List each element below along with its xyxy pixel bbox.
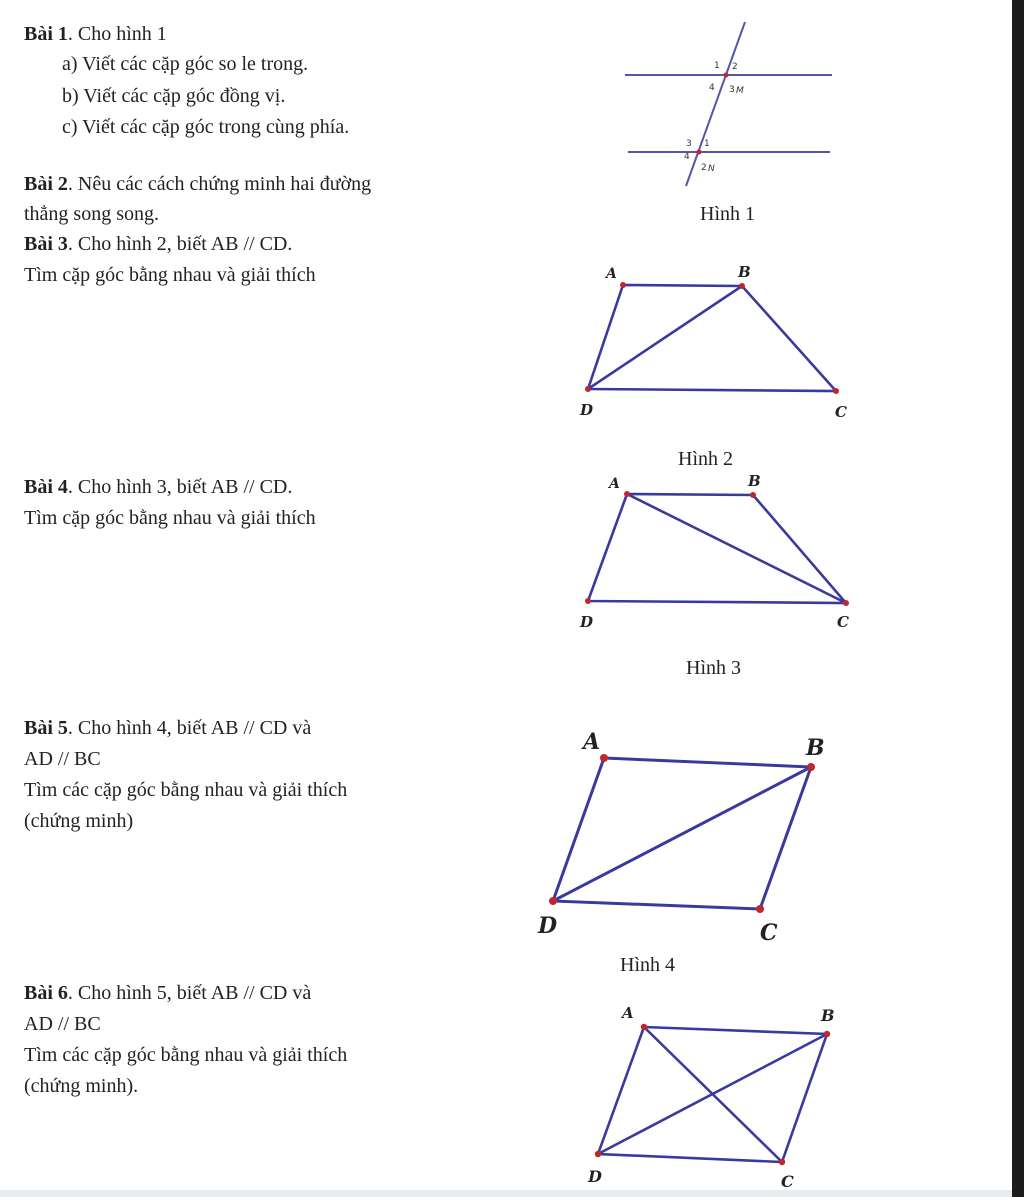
bai6-line4: (chứng minh).	[24, 1075, 139, 1097]
hinh2-point-A	[620, 282, 626, 288]
hinh1-angle-n2: 2	[701, 163, 707, 173]
hinh2-caption: Hình 2	[678, 448, 733, 470]
hinh1-angle-n3: 3	[686, 139, 692, 149]
bai5-line3: Tìm các cặp góc bằng nhau và giải thích	[24, 779, 348, 801]
window-edge	[1012, 0, 1024, 1197]
hinh1-angle-m3: 3	[729, 85, 735, 95]
hinh3-label-B: B	[748, 472, 761, 490]
bai5-line2: AD // BC	[24, 748, 101, 770]
hinh4-diagonal-BD	[553, 767, 811, 901]
bai1-title: Bài 1. Cho hình 1	[24, 23, 167, 45]
hinh2-label-B: B	[738, 263, 751, 281]
bai2-line2: thẳng song song.	[24, 203, 159, 225]
hinh4-point-A	[600, 754, 608, 762]
hinh2-label-C: C	[835, 403, 847, 421]
hinh4-label-A: A	[583, 729, 601, 755]
hinh5-figure	[587, 1004, 835, 1190]
hinh2-label-A: A	[606, 266, 617, 282]
hinh2-point-C	[833, 388, 839, 394]
hinh3-caption: Hình 3	[686, 657, 741, 679]
hinh5-label-B: B	[821, 1006, 835, 1025]
hinh3-quadrilateral	[588, 494, 846, 603]
bai6-line2: AD // BC	[24, 1013, 101, 1035]
hinh2-figure	[579, 263, 847, 421]
bai1-item-b: b) Viết các cặp góc đồng vị.	[62, 85, 286, 107]
hinh1-point-M	[724, 73, 729, 78]
hinh3-point-C	[843, 600, 849, 606]
hinh3-label-C: C	[837, 613, 849, 631]
hinh3-figure	[579, 472, 849, 631]
hinh5-point-C	[779, 1159, 785, 1165]
hinh3-point-D	[585, 598, 591, 604]
bai5-line1: Bài 5. Cho hình 4, biết AB // CD và	[24, 717, 312, 739]
hinh2-label-D: D	[580, 401, 594, 419]
hinh5-point-B	[824, 1031, 830, 1037]
hinh4-point-B	[807, 763, 815, 771]
hinh5-label-D: D	[588, 1167, 602, 1186]
hinh4-caption: Hình 4	[620, 954, 675, 976]
hinh5-point-D	[595, 1151, 601, 1157]
hinh1-angle-m2: 2	[732, 62, 738, 72]
bai6-line1: Bài 6. Cho hình 5, biết AB // CD và	[24, 982, 312, 1004]
hinh4-label-D: D	[538, 913, 558, 939]
hinh1-angle-n4: 4	[684, 152, 690, 162]
hinh2-quadrilateral	[588, 285, 836, 391]
hinh4-label-C: C	[760, 920, 778, 946]
hinh2-point-D	[585, 386, 591, 392]
hinh5-point-A	[641, 1024, 647, 1030]
hinh4-figure	[537, 729, 825, 946]
hinh4-label-B: B	[806, 735, 825, 761]
hinh3-point-A	[624, 491, 630, 497]
hinh1-angle-m4: 4	[709, 83, 715, 93]
bai1-item-c: c) Viết các cặp góc trong cùng phía.	[62, 116, 350, 138]
hinh1-transversal	[686, 22, 745, 186]
bai3-line1: Bài 3. Cho hình 2, biết AB // CD.	[24, 233, 293, 255]
hinh5-label-A: A	[622, 1004, 634, 1022]
hinh3-label-D: D	[580, 613, 594, 631]
hinh4-point-D	[549, 897, 557, 905]
bai4-line1: Bài 4. Cho hình 3, biết AB // CD.	[24, 476, 293, 498]
page-bottom-edge	[0, 1190, 1012, 1197]
hinh2-diagonal-BD	[588, 286, 742, 389]
hinh1-label-M: M	[736, 86, 744, 96]
hinh3-label-A: A	[609, 476, 620, 492]
bai6-line3: Tìm các cặp góc bằng nhau và giải thích	[24, 1044, 348, 1066]
bai4-line2: Tìm cặp góc bằng nhau và giải thích	[24, 507, 316, 529]
hinh5-diagonal-BD	[598, 1034, 827, 1154]
hinh4-point-C	[756, 905, 764, 913]
hinh1-point-N	[697, 150, 702, 155]
hinh1-label-N: N	[708, 164, 715, 174]
bai1-item-a: a) Viết các cặp góc so le trong.	[62, 53, 309, 75]
hinh5-label-C: C	[781, 1172, 794, 1190]
bai3-line2: Tìm cặp góc bằng nhau và giải thích	[24, 264, 316, 286]
hinh2-point-B	[739, 283, 745, 289]
hinh1-caption: Hình 1	[700, 203, 755, 225]
hinh1-angle-m1: 1	[714, 61, 720, 71]
hinh1-angle-n1: 1	[704, 139, 710, 149]
hinh1-figure	[625, 22, 832, 186]
bai5-line4: (chứng minh)	[24, 810, 134, 832]
bai2-line1: Bài 2. Nêu các cách chứng minh hai đường	[24, 173, 372, 195]
hinh3-point-B	[750, 492, 756, 498]
hinh3-diagonal-AC	[627, 494, 846, 603]
